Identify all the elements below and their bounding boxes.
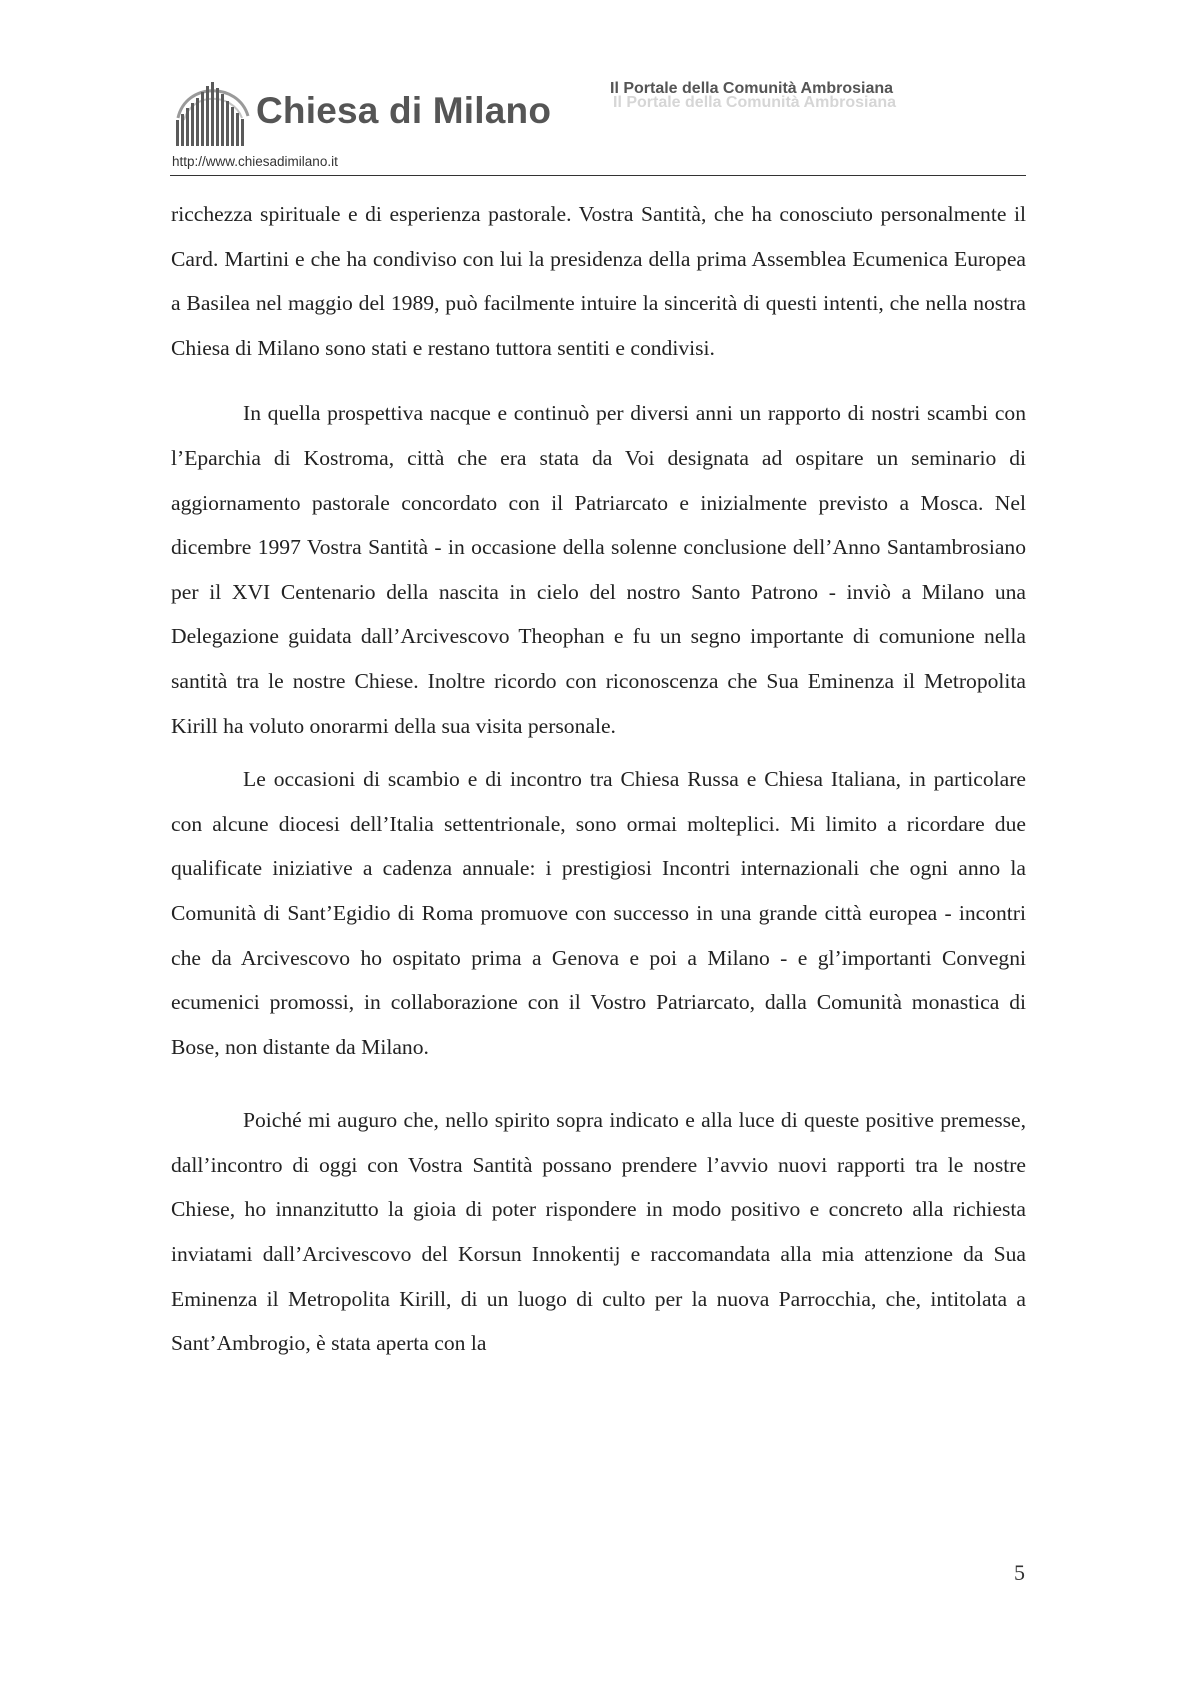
- paragraph-new-parish: Poiché mi auguro che, nello spirito sopra indicato e alla luce di queste positive premesse, dall’incontro di oggi con Vostra Santità possano prendere l’avvio nuovi rapporti tra le nostre Chiese, ho innanzitutto la gioia di poter rispondere in modo positivo e concreto alla richiesta inviatami dall’Arcivescovo del Korsun Innokentij e raccomandata alla mia attenzione da Sua Eminenza il Metropolita Kirill, di un luogo di culto per la nuova Parrocchia, che, intitolata a Sant’Ambrogio, è stata aperta con la: [171, 1108, 1026, 1356]
- paragraph-continuation: ricchezza spirituale e di esperienza pastorale. Vostra Santità, che ha conosciuto personalmente il Card. Martini e che ha condiviso con lui la presidenza della prima Assemblea Ecumenica Europea a Basilea nel maggio del 1989, può facilmente intuire la sincerità di questi intenti, che nella nostra Chiesa di Milano sono stati e restano tuttora sentiti e condivisi.: [171, 202, 1026, 360]
- page-header: [170, 72, 1026, 176]
- brand-name: Chiesa di Milano: [256, 90, 552, 131]
- paragraph-kostroma: In quella prospettiva nacque e continuò per diversi anni un rapporto di nostri scambi con l’Eparchia di Kostroma, città che era stata da Voi designata ad ospitare un seminario di aggiornamento pastorale concordato con il Patriarcato e inizialmente previsto a Mosca. Nel dicembre 1997 Vostra Santità - in occasione della solenne conclusione dell’Anno Santambrosiano per il XVI Centenario della nascita in cielo del nostro Santo Patrono - inviò a Milano una Delegazione guidata dall’Arcivescovo Theophan e fu un segno importante di comunione nella santità tra le nostre Chiese. Inoltre ricordo con riconoscenza che Sua Eminenza il Metropolita Kirill ha voluto onorarmi della sua visita personale.: [171, 401, 1026, 738]
- portal-tagline-reflection: Il Portale della Comunità Ambrosiana: [613, 94, 897, 111]
- header-divider: [170, 175, 1026, 176]
- cathedral-spires-logo-icon: [172, 76, 252, 148]
- page-number: 5: [1014, 1560, 1025, 1585]
- portal-tagline: Il Portale della Comunità Ambrosiana: [610, 80, 894, 97]
- document-body: [171, 192, 1026, 1366]
- site-url: http://www.chiesadimilano.it: [172, 154, 338, 169]
- paragraph-exchanges: Le occasioni di scambio e di incontro tra Chiesa Russa e Chiesa Italiana, in particolare con alcune diocesi dell’Italia settentrionale, sono ormai molteplici. Mi limito a ricordare due qualificate iniziative a cadenza annuale: i prestigiosi Incontri internazionali che ogni anno la Comunità di Sant’Egidio di Roma promuove con successo in una grande città europea - incontri che da Arcivescovo ho ospitato prima a Genova e poi a Milano - e gl’importanti Convegni ecumenici promossi, in collaborazione con il Vostro Patriarcato, dalla Comunità monastica di Bose, non distante da Milano.: [171, 767, 1026, 1059]
